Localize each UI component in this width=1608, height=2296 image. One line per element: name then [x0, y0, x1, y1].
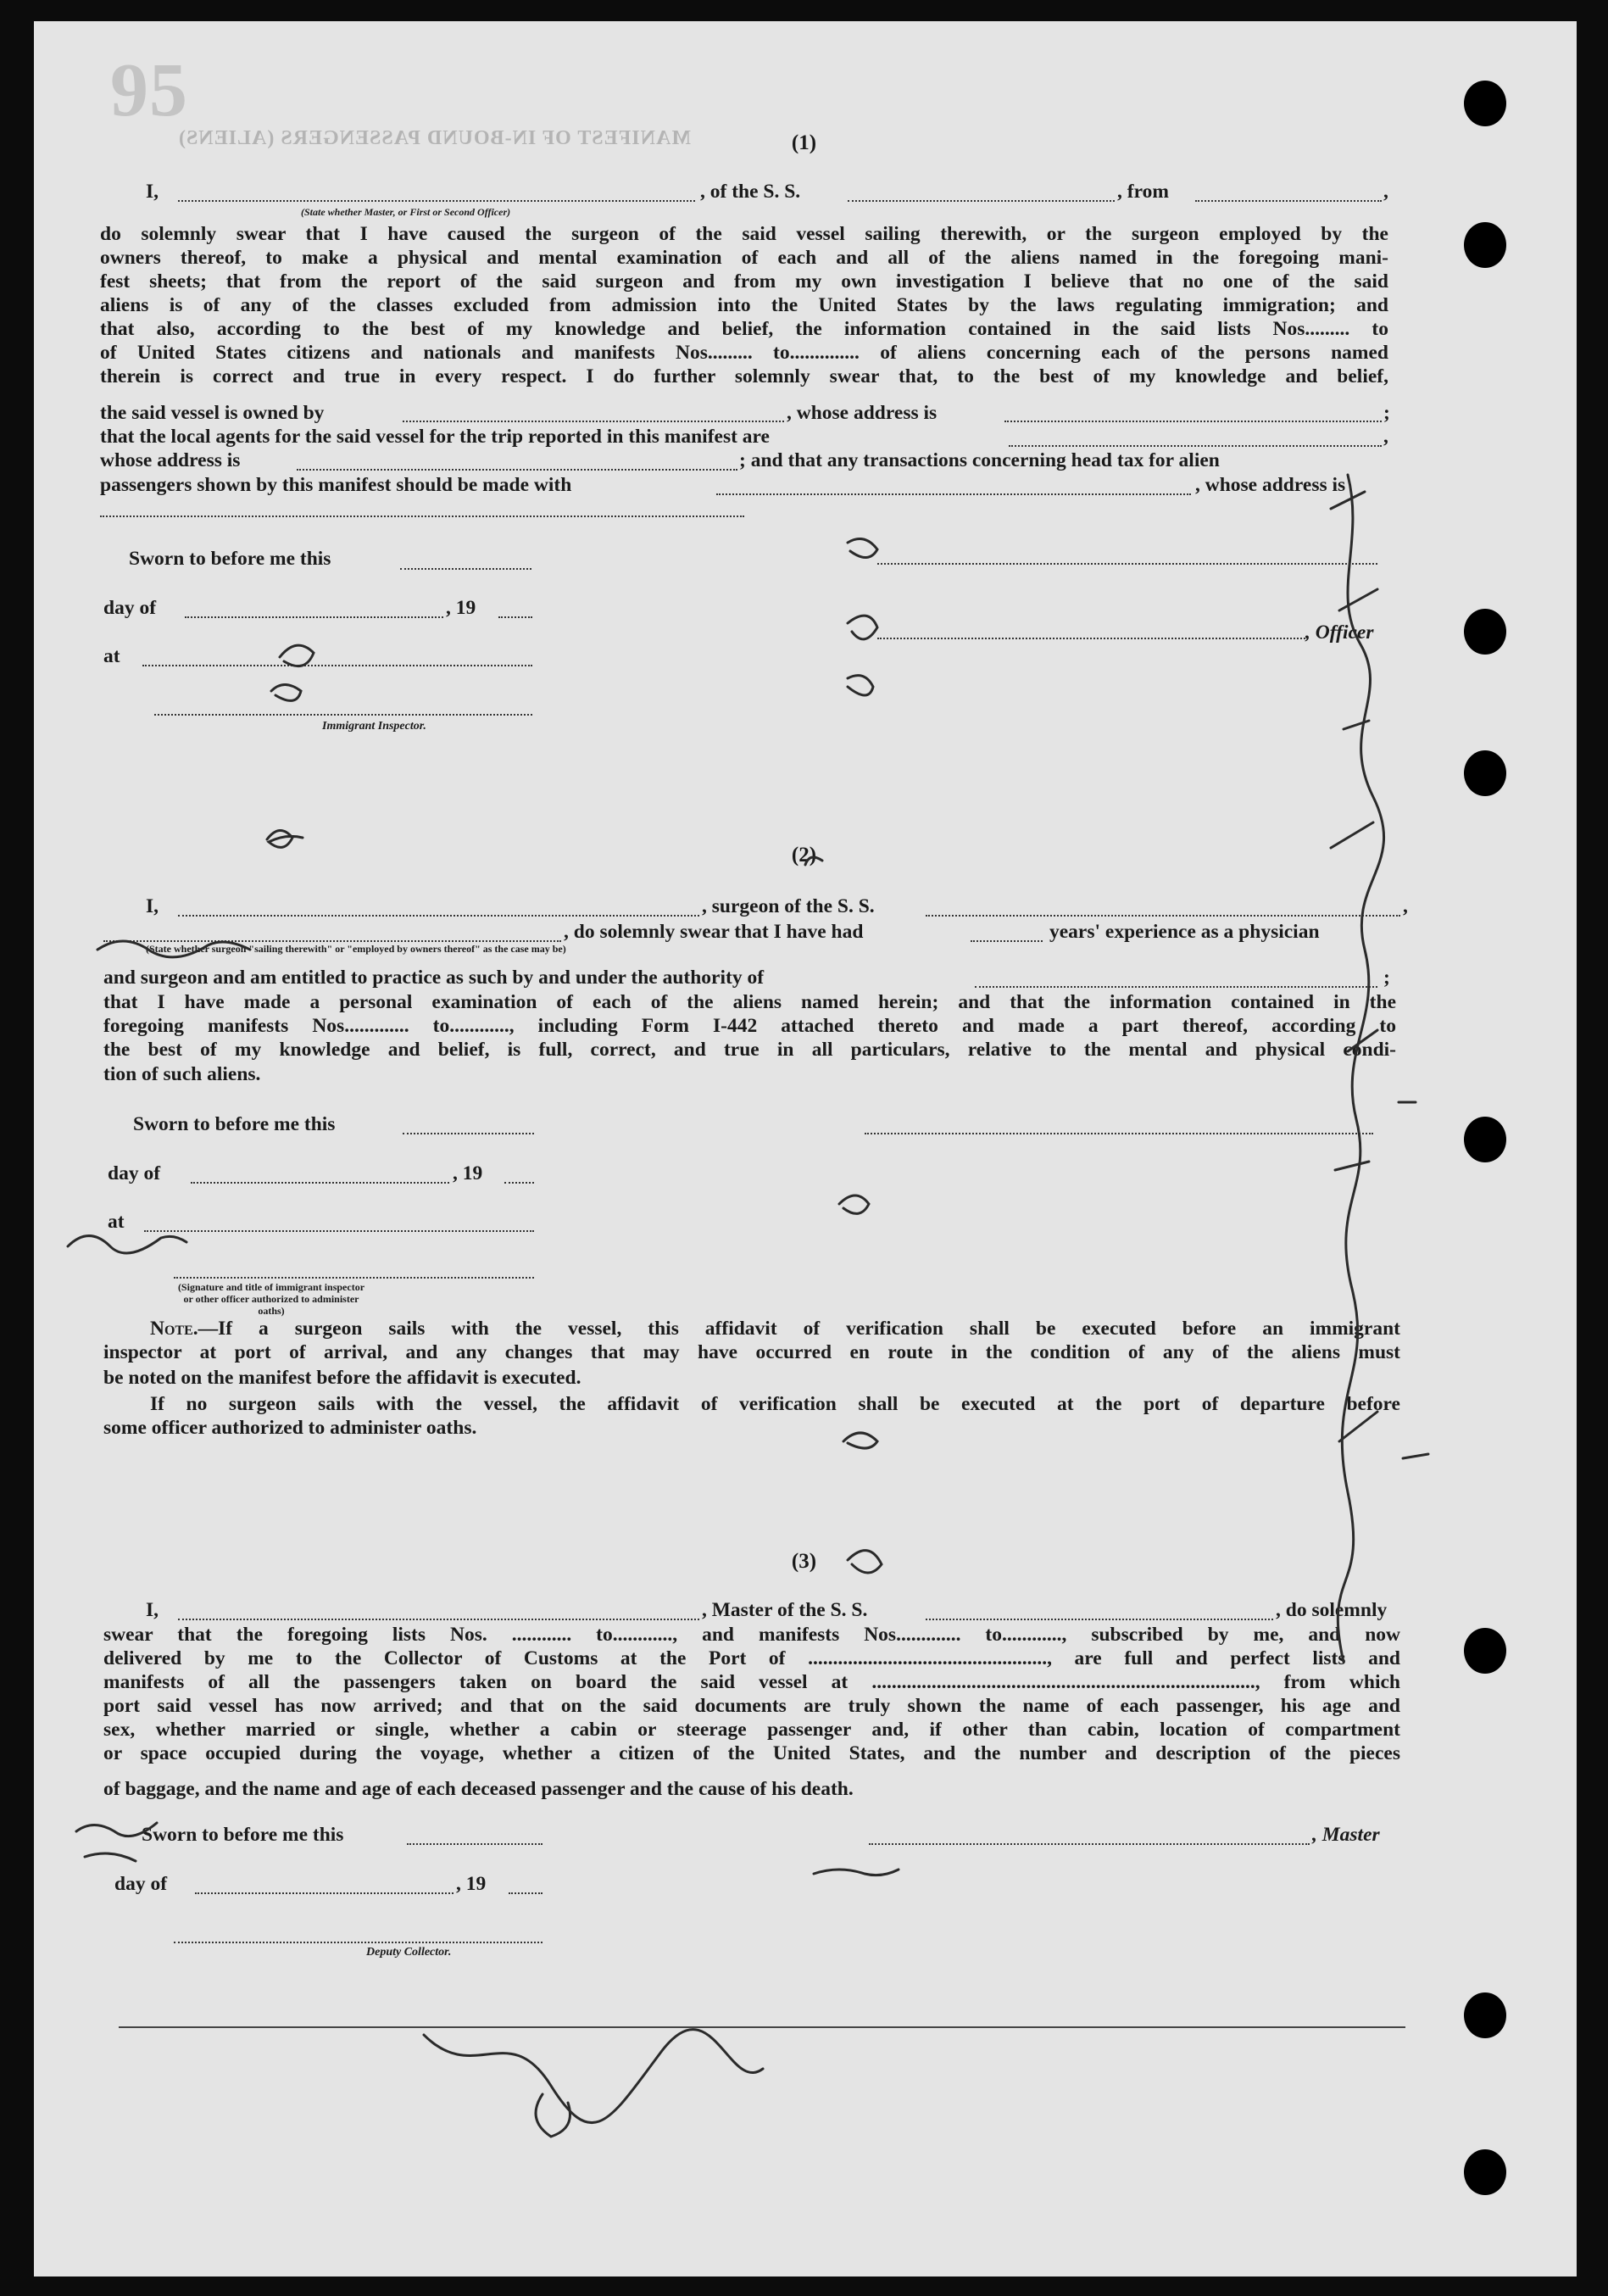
a2-line1-mid: , surgeon of the S. S.	[702, 895, 875, 917]
a3-sworn-label: Sworn to before me this	[142, 1824, 344, 1846]
punch-hole	[1464, 2149, 1506, 2195]
a3-day-label: day of	[114, 1873, 168, 1895]
a1-address-rest: ; and that any transactions concerning head tax for alien	[739, 449, 1220, 471]
a2-line2-mid: , do solemnly swear that I have had	[564, 921, 864, 943]
a1-note-officer: (State whether Master, or First or Second Officer)	[301, 206, 511, 218]
a2-sworn-label: Sworn to before me this	[133, 1113, 336, 1135]
a1-agents-prefix: that the local agents for the said vessel for the trip reported in this manifest are	[100, 426, 770, 448]
a2-line2-rest: years' experience as a physician	[1049, 921, 1320, 943]
a2-line1-tail: ,	[1403, 895, 1408, 917]
a2-year-label: , 19	[453, 1162, 483, 1184]
bottom-rule	[119, 2026, 1405, 2028]
a2-day-label: day of	[108, 1162, 161, 1184]
note-paragraph-1: Note.—If a surgeon sails with the vessel, this affidavit of verification shall be executed before an immigrant inspector at port of arrival, and any changes that may have occurred en route in the condition of any of the aliens must	[103, 1318, 1400, 1363]
a1-sworn-label: Sworn to before me this	[129, 548, 331, 570]
note-paragraph-2: If no surgeon sails with the vessel, the affidavit of verification shall be executed at the port of departure before	[150, 1393, 1400, 1415]
punch-hole	[1464, 609, 1506, 655]
a3-last-line: of baggage, and the name and age of each deceased passenger and the cause of his death.	[103, 1778, 854, 1800]
a2-body: that I have made a personal examination of each of the aliens named herein; and that the information contained in the foregoing manifests Nos............. to............, including Form I-442 attached thereto and made a part thereof, according to the best of my knowledge and belief, is full, correct, and true in all particulars, relative to the mental and physical condi-	[103, 991, 1396, 1061]
a3-year-label: , 19	[456, 1873, 487, 1895]
note-p1-last: be noted on the manifest before the affidavit is executed.	[103, 1367, 581, 1389]
a1-address-prefix: whose address is	[100, 449, 241, 471]
a2-authority-prefix: and surgeon and am entitled to practice as such by and under the authority of	[103, 967, 765, 989]
a1-year-label: , 19	[446, 597, 476, 619]
a3-deputy-label: Deputy Collector.	[366, 1946, 452, 1959]
a1-passengers-prefix: passengers shown by this manifest should be made with	[100, 474, 572, 496]
a1-line1-mid: , of the S. S.	[700, 181, 801, 203]
a2-note: (State whether surgeon "sailing therewith" or "employed by owners thereof" as the case may be)	[146, 943, 566, 955]
a3-line1-mid: , Master of the S. S.	[702, 1599, 868, 1621]
bleed-through-stamp: 95	[110, 48, 188, 132]
a3-line1-prefix: I,	[146, 1599, 159, 1621]
a2-authority-tail: ;	[1383, 967, 1390, 989]
a3-line1-end: , do solemnly	[1276, 1599, 1388, 1621]
punch-hole	[1464, 1117, 1506, 1162]
a1-line1-prefix: I,	[146, 181, 159, 203]
a2-signature-note: (Signature and title of immigrant inspector or other officer authorized to administer oaths)	[177, 1281, 365, 1317]
a2-last-line: tion of such aliens.	[103, 1063, 261, 1085]
section-1-heading: (1)	[791, 131, 817, 154]
note-p2-last: some officer authorized to administer oaths.	[103, 1417, 477, 1439]
a1-officer-label: , Officer	[1305, 621, 1374, 644]
a1-passengers-rest: , whose address is	[1195, 474, 1346, 496]
section-3-heading: (3)	[791, 1550, 817, 1573]
a1-at-label: at	[103, 645, 120, 667]
a1-owned-prefix: the said vessel is owned by	[100, 402, 325, 424]
a1-agents-tail: ,	[1383, 426, 1388, 448]
a1-line1-end: , from	[1117, 181, 1169, 203]
a1-owned-mid: , whose address is	[787, 402, 938, 424]
punch-hole	[1464, 81, 1506, 126]
a2-at-label: at	[108, 1211, 125, 1233]
a3-body: swear that the foregoing lists Nos. ............ to............, and manifests Nos............. to............, subscribed by me, and now delivered by me to the Collector of Customs at the Port of ................................................, are full and perfect lists and manifests of all the passengers taken on board the said vessel at ............................................................................., from which port said vessel has now arrived; and that on the said documents are truly shown the name of each passenger, his age and sex, whether married or single, whether a cabin or steerage passenger and, if other than cabin, location of compartment or space occupied during the voyage, whether a citizen of the United States, and the number and description of the pieces	[103, 1624, 1400, 1764]
note-label: Note.	[150, 1318, 198, 1340]
bleed-through-title: MANIFEST OF IN-BOUND PASSENGERS (ALIENS)	[178, 127, 691, 149]
a1-body: do solemnly swear that I have caused the surgeon of the said vessel sailing therewith, or the surgeon employed by the owners thereof, to make a physical and mental examination of each and all of the aliens named in the foregoing mani- fest sheets; that from the report of the said surgeon and from my own investigation I believe that no one of the said aliens is of any of the classes excluded from admission into the United States by the laws regulating immigration; and that also, according to the best of my knowledge and belief, the information contained in the said lists Nos......... to of United States citizens and nationals and manifests Nos......... to.............. of aliens concerning each of the persons named therein is correct and true in every respect. I do further solemnly swear that, to the best of my knowledge and belief,	[100, 223, 1388, 387]
a1-inspector-label: Immigrant Inspector.	[322, 720, 426, 733]
punch-hole	[1464, 1628, 1506, 1674]
a2-line1-prefix: I,	[146, 895, 159, 917]
a1-owned-tail: ;	[1383, 402, 1390, 424]
section-2-heading: (2)	[791, 844, 817, 867]
punch-hole	[1464, 1992, 1506, 2038]
a3-master-label: , Master	[1312, 1824, 1380, 1846]
punch-hole	[1464, 750, 1506, 796]
a1-line1-tail: ,	[1383, 181, 1388, 203]
a1-day-label: day of	[103, 597, 157, 619]
punch-hole	[1464, 222, 1506, 268]
